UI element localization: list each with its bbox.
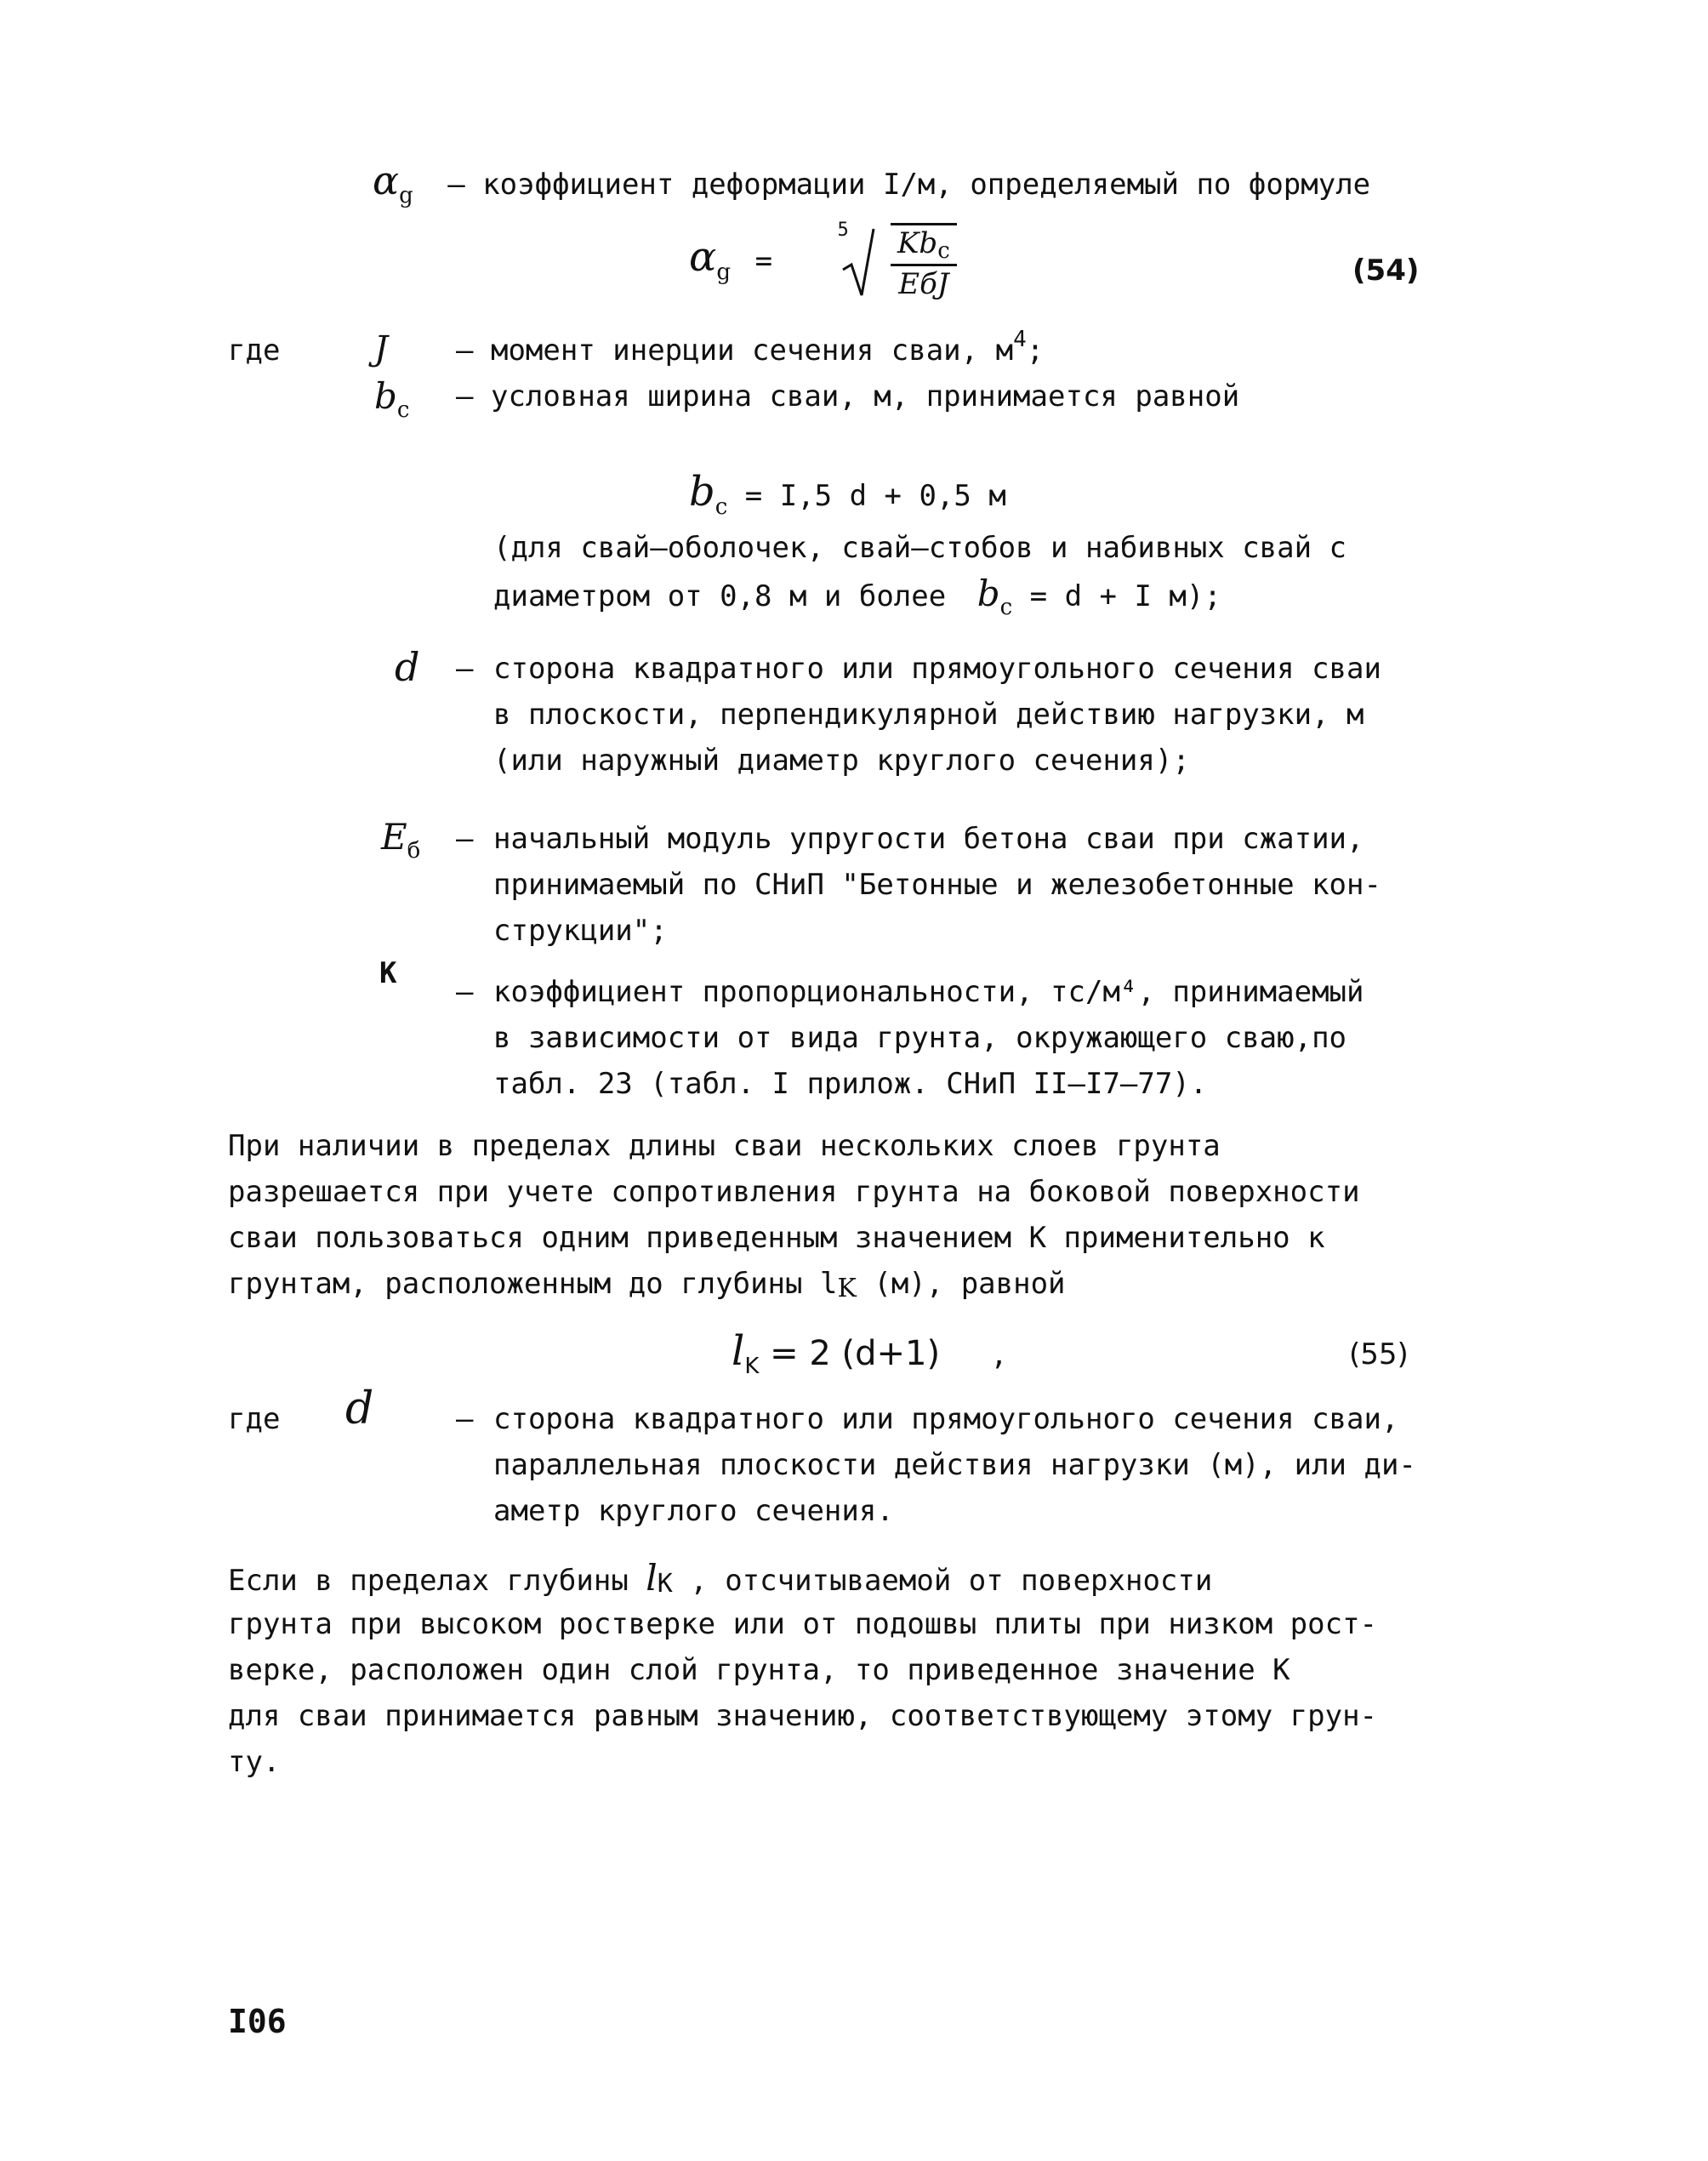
symbol-alpha: α: [373, 157, 400, 203]
def-K-dash: –: [456, 975, 474, 1009]
para-2-line-4: для сваи принимается равным значению, соответствующему этому грун-: [228, 1699, 1378, 1733]
def-J: [456, 328, 1044, 375]
formula-54-denominator: EбJ: [898, 267, 949, 301]
numerator-text: Kb: [897, 226, 938, 260]
para-2-line-3: верке, расположен один слой грунта, то приведенное значение K: [228, 1653, 1290, 1687]
symbol-alpha-sub: g: [399, 183, 413, 208]
def-alpha-g: [373, 158, 1370, 209]
formula-54-number: (54): [1352, 254, 1420, 288]
formula-55-comma: ,: [993, 1334, 1005, 1373]
note-bc-line-2: [493, 572, 1221, 621]
def-J-tail: ;: [1026, 334, 1045, 368]
para-2-pre: Если в пределах глубины: [228, 1564, 646, 1598]
def-J-sup: 4: [1013, 327, 1027, 352]
symbol-J: J: [374, 329, 389, 368]
dash: –: [447, 168, 465, 202]
formula-54-fraction: [891, 223, 957, 302]
def-K-line-3: табл. 23 (табл. I прилож. СНиП II–I7–77).: [493, 1067, 1208, 1101]
para-2-line-2: грунта при высоком ростверке или от подошвы плиты при низком рост-: [228, 1607, 1378, 1641]
def-Eb-line-3: струкции";: [493, 914, 668, 948]
def-K-line-2: в зависимости от вида грунта, окружающего сваю,по: [493, 1021, 1347, 1055]
para-1-lk-sub: K: [837, 1274, 857, 1303]
formula-bc-rhs: = I,5 d + 0,5 м: [744, 479, 1006, 513]
symbol-Eb: [381, 815, 420, 864]
formula-55-rhs: = 2 (d+1): [770, 1334, 941, 1373]
formula-54: [689, 220, 957, 302]
numerator-sub: c: [937, 238, 950, 264]
formula-55: [732, 1329, 1005, 1380]
formula-54-lhs-sub: g: [716, 259, 732, 285]
symbol-d: d: [395, 644, 420, 690]
def-J-text: момент инерции сечения сваи, м: [490, 334, 1014, 368]
formula-55-lhs: l: [732, 1327, 745, 1375]
para-2-lk: l: [646, 1557, 658, 1599]
def-d2-line-1: сторона квадратного или прямоугольного сечения сваи,: [493, 1402, 1399, 1436]
def-d-line-2: в плоскости, перпендикулярной действию нагрузки, м: [493, 698, 1364, 732]
formula-55-number: (55): [1349, 1337, 1409, 1371]
where-label-2: где: [228, 1402, 281, 1436]
def-bc-text: условная ширина сваи, м, принимается равной: [490, 379, 1240, 413]
symbol-K: K: [379, 956, 397, 990]
def-d-dash: –: [456, 652, 474, 686]
def-Eb-dash: –: [456, 822, 474, 856]
formula-bc: [689, 470, 1006, 521]
def-d2-dash: –: [456, 1402, 474, 1436]
def-bc: [456, 374, 1239, 419]
para-1-line-2: разрешается при учете сопротивления грунта на боковой поверхности: [228, 1175, 1360, 1209]
para-1-line-4-tail: (м), равной: [874, 1267, 1066, 1301]
note-bc-b: b: [976, 573, 1000, 614]
dash: –: [456, 379, 474, 413]
formula-54-equals: =: [754, 244, 773, 278]
def-d-line-1: сторона квадратного или прямоугольного сечения сваи: [493, 652, 1381, 686]
page-number: I06: [228, 2003, 287, 2040]
where-label-1: где: [228, 334, 281, 368]
para-2-line-1: [228, 1555, 1212, 1605]
note-bc-b-sub: c: [999, 595, 1013, 620]
formula-bc-lhs-sub: c: [715, 494, 728, 520]
para-1-line-4: [228, 1261, 1066, 1309]
def-d-line-3: (или наружный диаметр круглого сечения);: [493, 744, 1190, 778]
para-2-lk-sub: K: [657, 1569, 673, 1599]
formula-54-root: [837, 220, 957, 302]
def-Eb-line-2: принимаемый по СНиП "Бетонные и железобетонные кон-: [493, 868, 1381, 902]
note-bc-tail: = d + I м);: [1029, 579, 1221, 613]
para-1-line-1: При наличии в пределах длины сваи нескольких слоев грунта: [228, 1129, 1221, 1163]
formula-54-lhs: α: [689, 233, 717, 281]
formula-bc-lhs: b: [689, 468, 715, 516]
para-1-line-3: сваи пользоваться одним приведенным значением K применительно к: [228, 1221, 1325, 1255]
formula-55-lhs-sub: K: [744, 1354, 760, 1379]
note-bc-line-1: (для свай–оболочек, свай–стобов и набивных свай с: [493, 531, 1347, 565]
symbol-bc: [374, 374, 409, 424]
para-1-line-4-text: грунтам, расположенным до глубины l: [228, 1267, 838, 1301]
symbol-E: E: [381, 816, 407, 858]
symbol-d-2: d: [345, 1383, 374, 1434]
note-bc-text: диаметром от 0,8 м и более: [493, 579, 964, 613]
symbol-E-sub: б: [407, 838, 421, 864]
formula-54-numerator: [891, 225, 957, 266]
def-Eb-line-1: начальный модуль упругости бетона сваи при сжатии,: [493, 822, 1364, 856]
def-d2-line-2: параллельная плоскости действия нагрузки (м), или ди-: [493, 1448, 1416, 1482]
root-index: 5: [837, 220, 849, 241]
def-K-line-1: коэффициент пропорциональности, тс/м⁴, принимаемый: [493, 975, 1364, 1009]
symbol-b: b: [374, 375, 397, 417]
para-2-line-5: ту.: [228, 1745, 281, 1779]
def-alpha-text: коэффициент деформации I/м, определяемый по формуле: [482, 168, 1371, 202]
dash: –: [456, 334, 474, 368]
def-d2-line-3: аметр круглого сечения.: [493, 1494, 894, 1528]
symbol-b-sub: c: [396, 397, 410, 423]
para-2-post: , отсчитываемой от поверхности: [672, 1564, 1213, 1598]
